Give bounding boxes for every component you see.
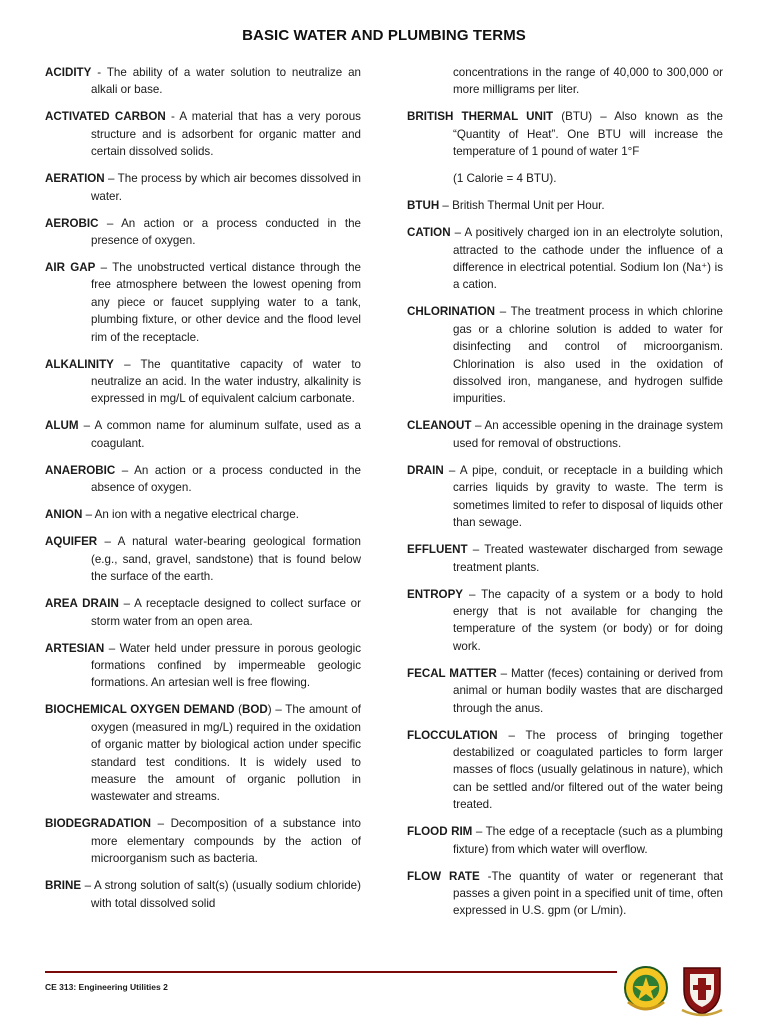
glossary-definition: The process of bringing together destabilized or coagulated particles to form larger masses of flocs (usually gelatinous in nature), which can be settled and/or filtered out of the water being treated.: [453, 728, 723, 812]
term-separator: -: [165, 110, 180, 124]
glossary-definition: A material that has a very porous structure and is adsorbent for organic matter and certain dissolved solids.: [91, 110, 361, 159]
glossary-definition: An accessible opening in the drainage system used for removal of obstructions.: [453, 419, 723, 450]
glossary-entry: [407, 197, 723, 214]
term-separator: –: [151, 817, 171, 831]
university-seal-icon: [625, 967, 667, 1009]
glossary-entry: [45, 506, 361, 523]
glossary-term: CATION: [407, 226, 451, 240]
glossary-term: ACTIVATED CARBON: [45, 110, 166, 124]
glossary-entry: [45, 259, 361, 346]
term-separator: –: [97, 535, 118, 549]
glossary-definition: Treated wastewater discharged from sewage treatment plants.: [453, 543, 723, 574]
glossary-definition: British Thermal Unit per Hour.: [452, 199, 605, 213]
glossary-definition: Decomposition of a substance into more elementary compounds by the action of microorganism such as bacteria.: [91, 817, 362, 866]
glossary-entry: [407, 417, 723, 452]
glossary-entry: [407, 462, 723, 532]
glossary-term: FLOW RATE: [407, 869, 480, 883]
glossary-term: ALUM: [45, 419, 79, 433]
glossary-definition: The quantitative capacity of water to neutralize an acid. In the water industry, alkalinity is expressed in mg/L of equivalent calcium carbonate.: [91, 357, 361, 406]
glossary-definition: A receptacle designed to collect surface or storm water from an open area.: [91, 597, 361, 628]
term-separator: –: [467, 543, 485, 557]
glossary-definition: The process by which air becomes dissolved in water.: [91, 172, 361, 203]
glossary-definition: The edge of a receptacle (such as a plumbing fixture) from which water will overflow.: [453, 825, 723, 856]
glossary-entry: [45, 215, 361, 250]
glossary-term: AEROBIC: [45, 216, 99, 230]
term-separator: –: [98, 216, 122, 230]
term-separator: –: [443, 463, 460, 477]
glossary-entry: [407, 868, 723, 920]
glossary-entry: [45, 108, 361, 160]
term-separator: –: [439, 199, 453, 213]
glossary-definition: A positively charged ion in an electrolyte solution, attracted to the cathode under the influence of a difference in electrical potential. Sodium Ion (Na⁺) is a cation.: [453, 226, 723, 292]
glossary-entry: [407, 541, 723, 576]
glossary-entry: [45, 417, 361, 452]
term-separator: –: [113, 357, 141, 371]
glossary-definition: (1 Calorie = 4 BTU).: [453, 172, 557, 186]
glossary-entry: [45, 64, 361, 99]
glossary-term: AQUIFER: [45, 535, 98, 549]
glossary-definition: Also known as the “Quantity of Heat”. One BTU will increase the temperature of 1 pound of water 1°F: [453, 110, 723, 159]
term-separator: –: [82, 508, 95, 522]
term-separator: –: [118, 597, 135, 611]
glossary-term: BTUH: [407, 199, 440, 213]
glossary-entry: [407, 224, 723, 294]
glossary-definition: The quantity of water or regenerant that passes a given point in a specified unit of time, often expressed in U.S. gpm (or L/min).: [453, 869, 723, 918]
term-separator: –: [104, 172, 118, 186]
term-separator: –: [495, 305, 511, 319]
term-separator: –: [463, 587, 482, 601]
logos: [620, 958, 730, 1018]
glossary-entry: [407, 727, 723, 814]
left-column: [45, 64, 361, 922]
glossary-term: BRITISH THERMAL UNIT: [407, 110, 554, 124]
glossary-term: DRAIN: [407, 463, 444, 477]
glossary-term: ALKALINITY: [45, 357, 114, 371]
glossary-entry: [45, 815, 361, 867]
glossary-entry: [45, 533, 361, 585]
college-shield-icon: [682, 968, 722, 1015]
term-separator: –: [496, 666, 511, 680]
term-separator: -: [479, 869, 492, 883]
glossary-entry: [407, 586, 723, 656]
glossary-entry: [407, 823, 723, 858]
page-title: BASIC WATER AND PLUMBING TERMS: [242, 27, 526, 44]
term-separator: (: [234, 703, 243, 717]
term-separator: –: [450, 226, 465, 240]
glossary-term: ARTESIAN: [45, 641, 105, 655]
glossary-definition: The treatment process in which chlorine gas or a chlorine solution is added to water for disinfecting and control of microorganism. Chlorination is also used in the oxidation of dissolved iron, manganese, and hydrogen sulfide impurities.: [453, 305, 723, 406]
glossary-term: FLOCCULATION: [407, 728, 498, 742]
glossary-definition: The capacity of a system or a body to hold energy that is not available for changing the temperature of the system (or body) or for doing work.: [453, 587, 723, 653]
term-abbreviation: BOD: [242, 703, 268, 717]
glossary-term: ANAEROBIC: [45, 463, 116, 477]
term-separator: –: [471, 419, 485, 433]
glossary-definition: Matter (feces) containing or derived from animal or human bodily wastes that are discharged through the anus.: [453, 666, 723, 715]
glossary-term: CLEANOUT: [407, 419, 472, 433]
term-separator: –: [78, 419, 95, 433]
glossary-term: ENTROPY: [407, 587, 464, 601]
glossary-definition: An ion with a negative electrical charge.: [94, 508, 299, 522]
glossary-definition: The unobstructed vertical distance through the free atmosphere between the lowest opening from any piece or faucet supplying water to a tank, plumbing fixture, or other device and the flood level rim of the receptacle.: [91, 261, 362, 344]
glossary-definition: A strong solution of salt(s) (usually sodium chloride) with total dissolved solid: [91, 879, 361, 910]
term-separator: –: [81, 879, 94, 893]
glossary-definition: A natural water-bearing geological formation (e.g., sand, gravel, sandstone) that is found below the surface of the earth.: [91, 535, 361, 584]
glossary-definition: A common name for aluminum sulfate, used as a coagulant.: [91, 419, 361, 450]
term-separator: –: [472, 825, 486, 839]
glossary-definition: The amount of oxygen (measured in mg/L) required in the oxidation of organic matter by biological action under specific standard test conditions. It is widely used to measure the amount of organic pollution in wastewater and streams.: [91, 703, 361, 804]
glossary-definition: A pipe, conduit, or receptacle in a building which carries liquids by gravity to waste. The term is sometimes limited to refer to disposal of liquids other than sewage.: [453, 463, 723, 530]
glossary-definition: An action or a process conducted in the absence of oxygen.: [91, 463, 361, 495]
glossary-term: CHLORINATION: [407, 305, 496, 319]
glossary-entry: [45, 640, 361, 692]
glossary-term: EFFLUENT: [407, 543, 468, 557]
term-separator: –: [104, 641, 120, 655]
glossary-term: AERATION: [45, 172, 105, 186]
glossary-entry: [45, 701, 361, 805]
term-separator: (BTU) –: [553, 110, 615, 124]
glossary-entry: [407, 303, 723, 407]
glossary-term: FLOOD RIM: [407, 825, 473, 839]
term-separator: –: [115, 463, 135, 477]
glossary-term: AREA DRAIN: [45, 597, 119, 611]
glossary-definition: Water held under pressure in porous geologic formations confined by impermeable geologic formations. An artesian well is free flowing.: [91, 641, 361, 690]
glossary-entry: [407, 665, 723, 717]
glossary-term: FECAL MATTER: [407, 666, 497, 680]
footer-rule: [45, 971, 617, 973]
term-separator: –: [497, 728, 526, 742]
glossary-term: BIOCHEMICAL OXYGEN DEMAND: [45, 703, 235, 717]
glossary-term: BIODEGRADATION: [45, 817, 152, 831]
glossary-entry: [45, 462, 361, 497]
glossary-term: ANION: [45, 508, 83, 522]
term-separator: -: [91, 66, 107, 79]
term-separator: ) –: [267, 703, 286, 717]
footer-course: CE 313: Engineering Utilities 2: [45, 982, 168, 992]
glossary-entry: [45, 356, 361, 408]
right-column: [407, 64, 723, 929]
glossary-entry: [407, 108, 723, 160]
glossary-term: ACIDITY: [45, 66, 92, 79]
glossary-term: BRINE: [45, 879, 82, 893]
glossary-entry: [45, 595, 361, 630]
term-separator: –: [95, 261, 113, 275]
continued-definition: concentrations in the range of 40,000 to 300,000 or more milligrams per liter.: [453, 66, 723, 97]
glossary-entry: [407, 170, 723, 187]
seal-logos: [620, 958, 730, 1018]
glossary-definition: An action or a process conducted in the presence of oxygen.: [91, 216, 361, 248]
glossary-term: AIR GAP: [45, 261, 96, 275]
glossary-entry: [45, 877, 361, 912]
glossary-definition: The ability of a water solution to neutralize an alkali or base.: [91, 66, 361, 97]
glossary-entry: [45, 170, 361, 205]
